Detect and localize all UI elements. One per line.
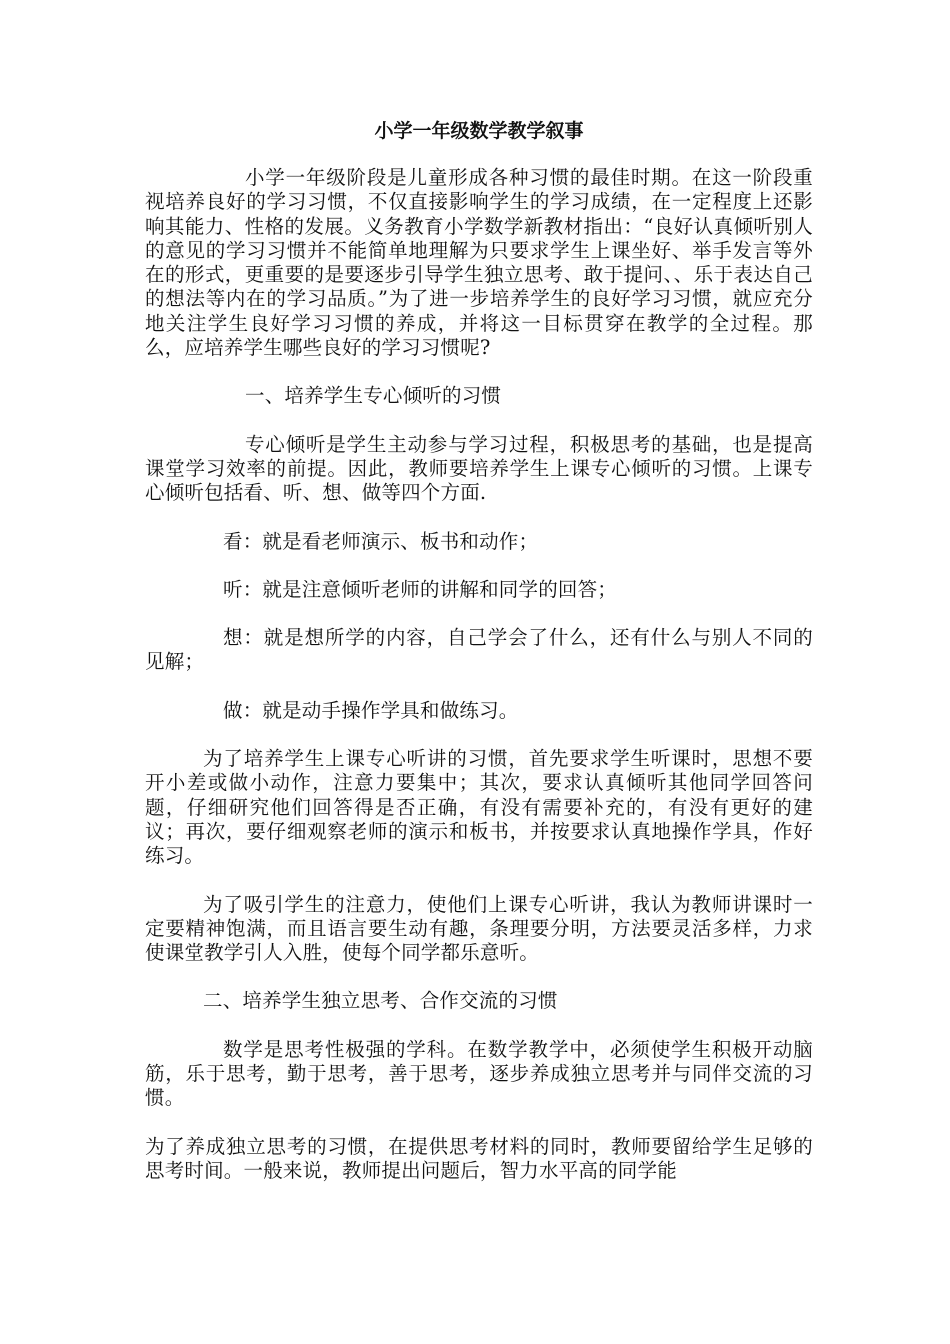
paragraph-listening: 专心倾听是学生主动参与学习过程，积极思考的基础，也是提高课堂学习效率的前提。因此，教师要培养学生上课专心倾听的习惯。上课专心倾听包括看、听、想、做等四个方面. (145, 432, 813, 505)
paragraph-do: 做：就是动手操作学具和做练习。 (223, 698, 519, 722)
paragraph-attention: 为了吸引学生的注意力，使他们上课专心听讲，我认为教师讲课时一定要精神饱满，而且语言要生动有趣，条理要分明，方法要灵活多样，力求使课堂教学引人入胜，使每个同学都乐意听。 (145, 892, 813, 965)
paragraph-habit-training: 为了培养学生上课专心听讲的习惯，首先要求学生听课时，思想不要开小差或做小动作，注意力要集中；其次，要求认真倾听其他同学回答问题，仔细研究他们回答得是否正确，有没有需要补充的，有没有更好的建议；再次，要仔细观察老师的演示和板书，并按要求认真地操作学具，作好练习。 (145, 747, 813, 868)
document-page (145, 118, 813, 1183)
section-heading-1: 一、培养学生专心倾听的习惯 (245, 384, 502, 408)
section-heading-2: 二、培养学生独立思考、合作交流的习惯 (203, 989, 558, 1013)
document-title: 小学一年级数学教学叙事 (374, 120, 584, 142)
paragraph-think: 想：就是想所学的内容，自己学会了什么，还有什么与别人不同的见解； (145, 626, 813, 674)
paragraph-look: 看：就是看老师演示、板书和动作； (223, 529, 539, 553)
paragraph-listen: 听：就是注意倾听老师的讲解和同学的回答； (223, 577, 618, 601)
paragraph-math-thinking: 数学是思考性极强的学科。在数学教学中，必须使学生积极开动脑筋，乐于思考，勤于思考，善于思考，逐步养成独立思考并与同伴交流的习惯。 (145, 1037, 813, 1110)
paragraph-independent-thinking: 为了养成独立思考的习惯，在提供思考材料的同时，教师要留给学生足够的思考时间。一般来说，教师提出问题后，智力水平高的同学能 (145, 1134, 813, 1182)
paragraph-intro: 小学一年级阶段是儿童形成各种习惯的最佳时期。在这一阶段重视培养良好的学习习惯，不仅直接影响学生的学习成绩，在一定程度上还影响其能力、性格的发展。义务教育小学数学新教材指出：“良好认真倾听别人的意见的学习习惯并不能简单地理解为只要求学生上课坐好、举手发言等外在的形式，更重要的是要逐步引导学生独立思考、敢于提问、、乐于表达自己的想法等内在的学习品质。”为了进一步培养学生的良好学习习惯，就应充分地关注学生良好学习习惯的养成，并将这一目标贯穿在教学的全过程。那么，应培养学生哪些良好的学习习惯呢? (145, 166, 813, 360)
